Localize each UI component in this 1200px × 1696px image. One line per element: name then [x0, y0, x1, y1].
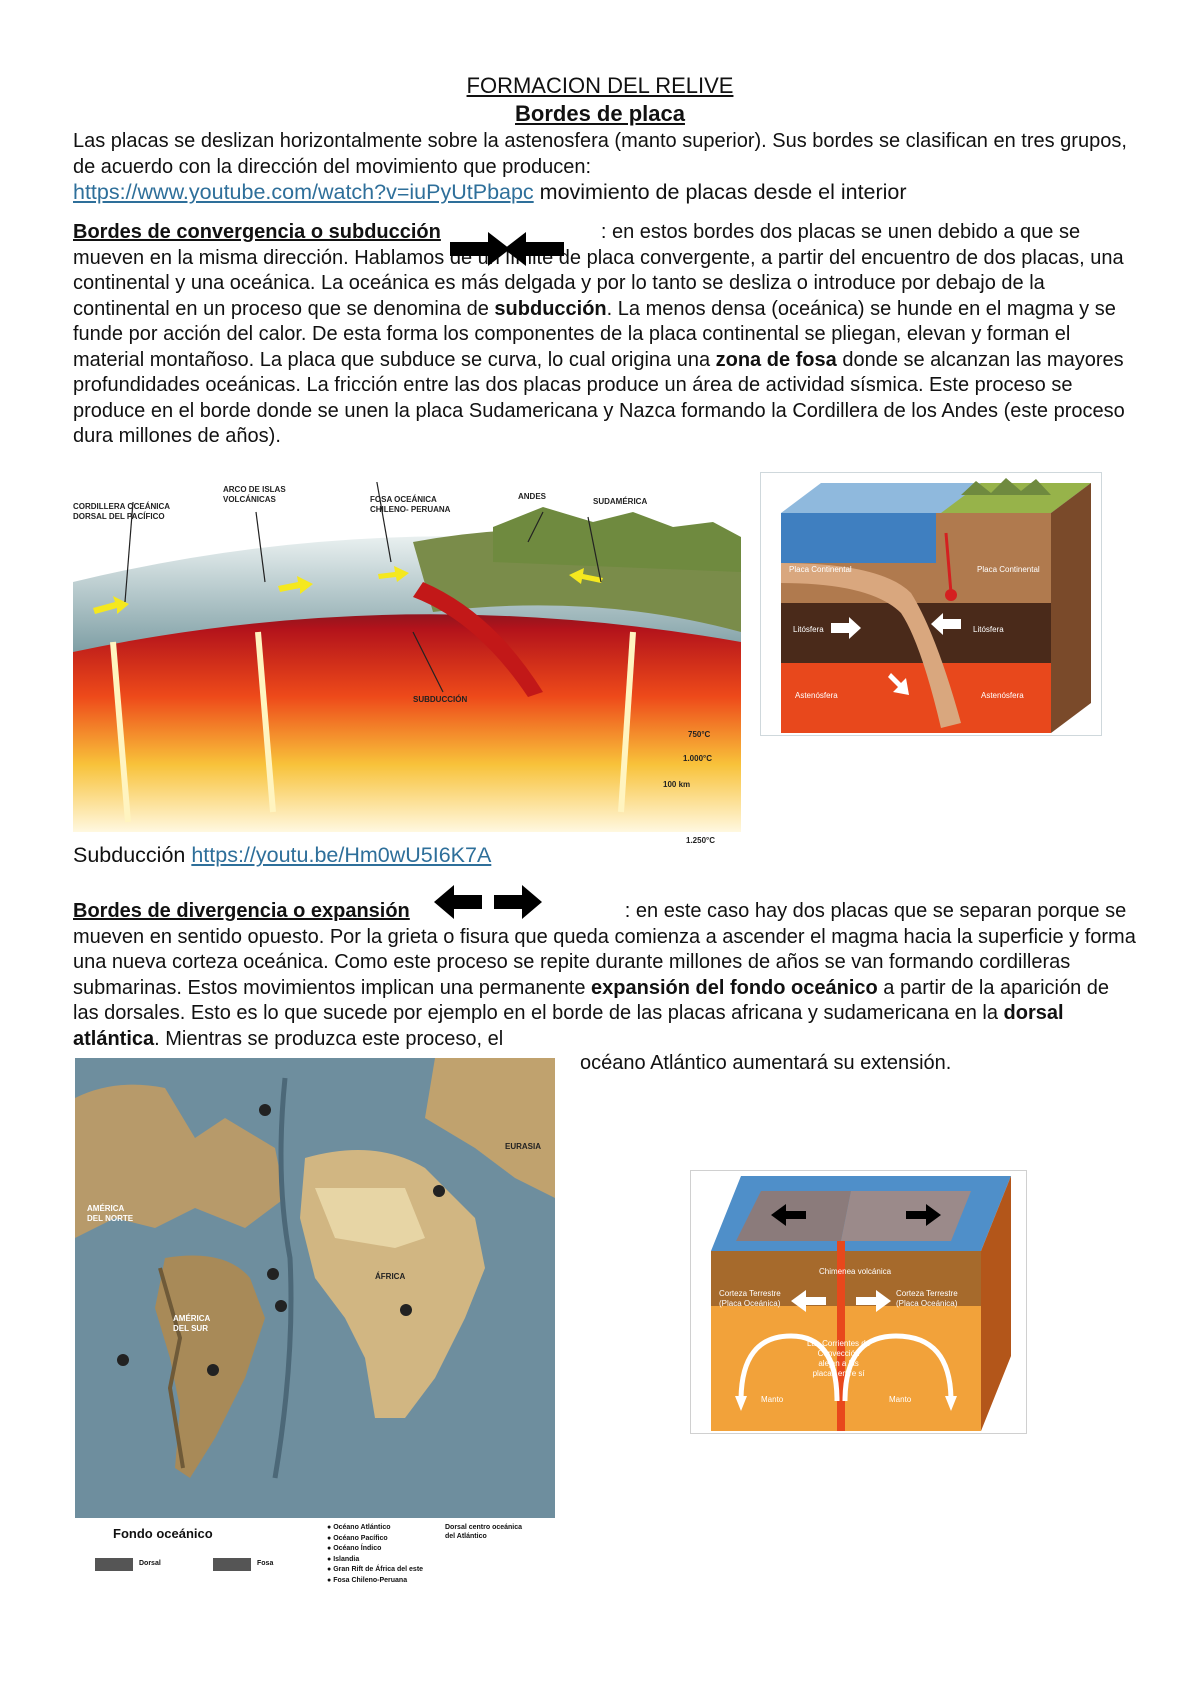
label-placa-continental-right: Placa Continental — [977, 565, 1040, 574]
subduction-video-link[interactable]: https://youtu.be/Hm0wU5I6K7A — [191, 843, 492, 867]
document-subtitle: Bordes de placa — [515, 101, 685, 126]
divergence-text-1: : en este caso hay dos placas que se separan porque se mueven en sentido opuesto. Por la grieta o fisura que queda comienza a ascender el magma hacia la superficie y forma una nueva corteza oceánica. Como este proceso se repite durante millones de años se van formando cordilleras submarinas. Estos movimientos implican una permanente — [73, 900, 1136, 999]
label-andes: ANDES — [518, 492, 547, 501]
label-100km: 100 km — [663, 780, 691, 789]
divergence-text-2: a partir de la aparición de las dorsales. Esto es lo que sucede por ejemplo en el borde de las placas africana y sudamericana en la — [73, 976, 1109, 1024]
label-litosfera-right: Litósfera — [973, 625, 1004, 634]
label-manto-right: Manto — [889, 1395, 912, 1404]
legend-item-7: Dorsal centro oceánica del Atlántico — [445, 1524, 523, 1540]
label-arco-islas: ARCO DE ISLAS VOLCÁNICAS — [223, 485, 286, 504]
divergence-bold-expansion: expansión del fondo oceánico — [591, 976, 878, 999]
label-corrientes-conveccion: Las Corrientes de Convección alejan a las placas entre sí — [807, 1339, 871, 1378]
ocean-floor-map — [75, 1058, 555, 1598]
convergence-bold-subduccion: subducción — [494, 297, 607, 320]
legend-title: Fondo oceánico — [113, 1526, 213, 1541]
intro-video-link[interactable]: https://www.youtube.com/watch?v=iuPyUtPbapc — [73, 180, 534, 204]
legend-fosa-label: Fosa — [257, 1560, 274, 1567]
divergence-paragraph — [73, 899, 1138, 1052]
label-subduccion: SUBDUCCIÓN — [413, 695, 468, 704]
divergent-arrows-icon — [432, 882, 544, 922]
legend-dorsal-swatch — [95, 1558, 133, 1571]
legend-dorsal-label: Dorsal — [139, 1560, 161, 1567]
subduction-link-label: Subducción — [73, 843, 192, 867]
label-manto-left: Manto — [761, 1395, 784, 1404]
label-placa-continental-left: Placa Continental — [789, 565, 852, 574]
label-corteza-left: Corteza Terrestre (Placa Oceánica) — [719, 1289, 781, 1308]
convergence-paragraph — [73, 220, 1138, 450]
label-litosfera-left: Litósfera — [793, 625, 824, 634]
label-sudamerica: SUDAMÉRICA — [593, 497, 648, 506]
map-legend — [75, 1520, 555, 1598]
legend-item-2: ● Océano Pacífico — [327, 1534, 388, 1542]
label-1250c: 1.250°C — [686, 836, 715, 845]
divergence-bold-dorsal: dorsal atlántica — [73, 1002, 1064, 1050]
label-750c: 750°C — [688, 730, 711, 739]
divergence-text-3: . Mientras se produzca este proceso, el — [154, 1027, 504, 1050]
document-title: FORMACION DEL RELIVE — [466, 73, 734, 98]
legend-item-6: ● Fosa Chileno-Peruana — [327, 1576, 408, 1584]
divergence-last-line: océano Atlántico aumentará su extensión. — [580, 1052, 952, 1074]
convergence-bold-fosa: zona de fosa — [715, 348, 837, 371]
label-eurasia: EURASIA — [505, 1142, 542, 1151]
label-fosa-chileno-peruana: FOSA OCEÁNICA CHILENO- PERUANA — [370, 495, 451, 514]
legend-item-1: ● Océano Atlántico — [327, 1524, 391, 1531]
label-america-sur: AMÉRICA DEL SUR — [173, 1314, 211, 1333]
label-astenosfera-right: Astenósfera — [981, 691, 1024, 700]
legend-fosa-swatch — [213, 1558, 251, 1571]
convergent-arrows-icon — [448, 230, 566, 268]
convergent-block-diagram — [760, 472, 1102, 736]
label-corteza-right: Corteza Terrestre (Placa Oceánica) — [896, 1289, 958, 1308]
label-africa: ÁFRICA — [375, 1272, 406, 1281]
subduction-link-line — [73, 843, 1133, 869]
divergence-heading: Bordes de divergencia o expansión — [73, 900, 410, 922]
convergence-heading: Bordes de convergencia o subducción — [73, 221, 441, 243]
label-astenosfera-left: Astenósfera — [795, 691, 838, 700]
label-chimenea-volcanica: Chimenea volcánica — [819, 1267, 892, 1276]
intro-text: Las placas se deslizan horizontalmente sobre la astenosfera (manto superior). Sus bordes se clasifican en tres grupos, de acuerdo con la dirección del movimiento que producen: — [73, 130, 1127, 178]
legend-item-3: ● Océano Índico — [327, 1545, 382, 1552]
intro-link-suffix: movimiento de placas desde el interior — [533, 180, 907, 204]
subduction-illustration — [73, 482, 741, 832]
label-america-norte: AMÉRICA DEL NORTE — [87, 1204, 134, 1223]
subduction-cross-section-figure — [73, 482, 741, 832]
intro-paragraph — [73, 129, 1133, 207]
convergence-text-2: . La menos densa (oceánica) se hunde en el magma y se funde por acción del calor. De esta forma los componentes de la placa continental se pliegan, elevan y forman el material montañoso. La placa que subduce se curva, lo cual origina una — [73, 297, 1116, 371]
label-1000c: 1.000°C — [683, 754, 712, 763]
label-cordillera-oceanica: CORDILLERA OCEÁNICA DORSAL DEL PACÍFICO — [73, 502, 171, 521]
legend-item-4: ● Islandia — [327, 1555, 360, 1563]
ocean-floor-map-image — [75, 1058, 555, 1518]
legend-item-5: ● Gran Rift de África del este — [327, 1566, 424, 1573]
convergence-text-1: : en estos bordes dos placas se unen debido a que se mueven en la misma dirección. Hablamos de un límite de placa convergente, a partir del encuentro de dos placas, una continental y una oceánica. La oceánica es más delgada y por lo tanto se desliza o introduce por debajo de la continental en un proceso que se denomina de — [73, 221, 1124, 320]
divergent-block-diagram — [690, 1170, 1027, 1434]
legend-list — [327, 1523, 423, 1586]
convergence-text-3: donde se alcanzan las mayores profundidades oceánicas. La fricción entre las dos placas produce un área de actividad sísmica. Este proceso se produce en el borde donde se unen la placa Sudamericana y Nazca formando la Cordillera de los Andes (este proceso dura millones de años). — [73, 348, 1125, 447]
